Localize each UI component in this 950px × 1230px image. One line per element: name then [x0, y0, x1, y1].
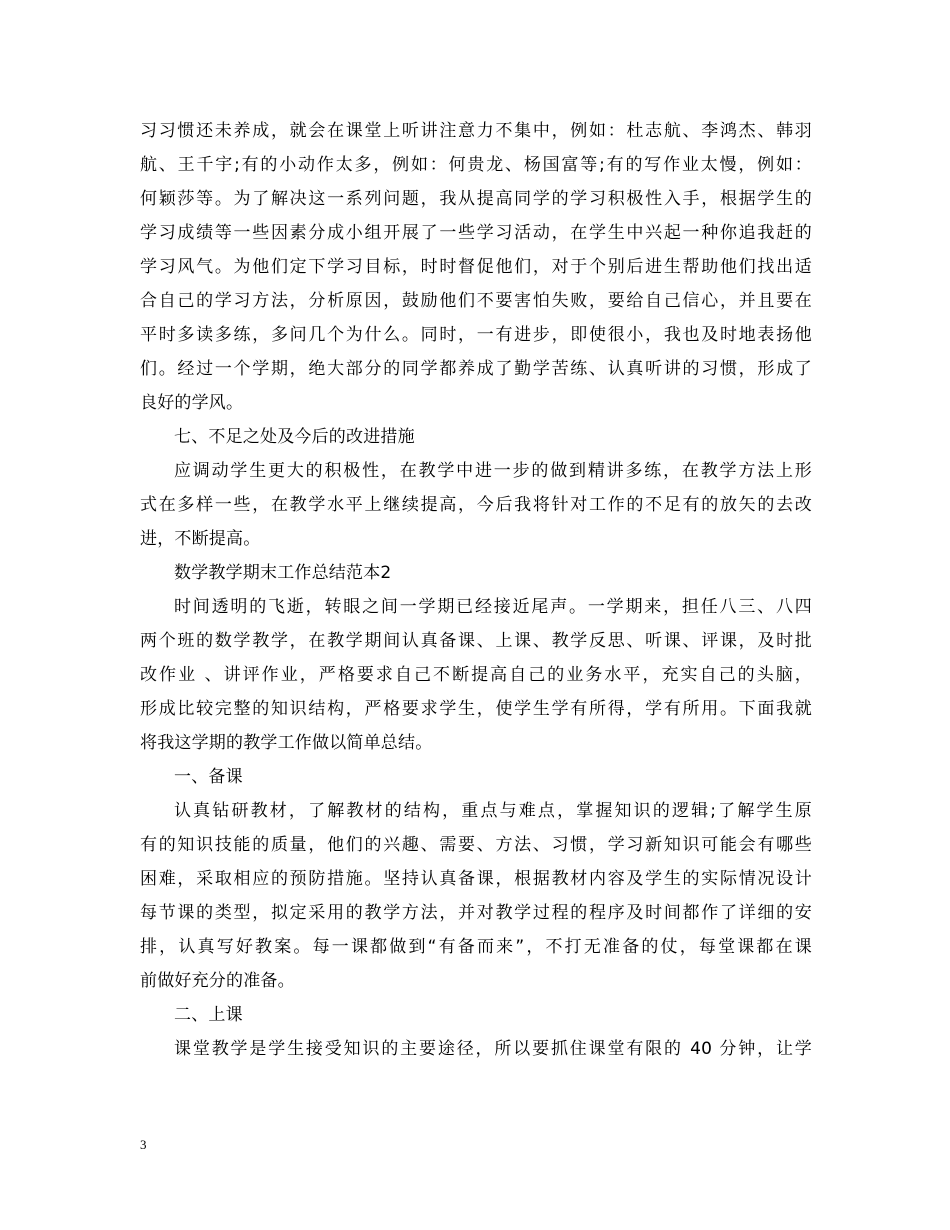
text-line: 课堂教学是学生接受知识的主要途径，所以要抓住课堂有限的 40 分钟，让学 — [174, 1039, 812, 1059]
section-heading — [140, 760, 812, 794]
text-line: 两个班的数学教学，在教学期间认真备课、上课、教学反思、听课、评课，及时批 — [140, 631, 812, 651]
text-line: 将我这学期的教学工作做以简单总结。 — [140, 733, 433, 753]
page-number: 3 — [140, 1137, 147, 1152]
text-line: 二、上课 — [174, 1005, 243, 1025]
text-line: 数学教学期末工作总结范本2 — [174, 563, 392, 583]
text-line: 合自己的学习方法，分析原因，鼓励他们不要害怕失败，要给自己信心，并且要在 — [140, 291, 812, 311]
paragraph — [140, 794, 812, 998]
paragraph — [140, 114, 812, 420]
text-line: 有的知识技能的质量，他们的兴趣、需要、方法、习惯，学习新知识可能会有哪些 — [140, 835, 812, 855]
text-line: 形成比较完整的知识结构，严格要求学生，使学生学有所得，学有所用。下面我就 — [140, 699, 812, 719]
text-line: 前做好充分的准备。 — [140, 971, 295, 991]
text-line: 排，认真写好教案。每一课都做到“有备而来”，不打无准备的仗，每堂课都在课 — [140, 937, 812, 957]
text-line: 航、王千宇;有的小动作太多，例如：何贵龙、杨国富等;有的写作业太慢，例如： — [140, 155, 812, 175]
section-heading — [140, 556, 812, 590]
text-line: 困难，采取相应的预防措施。坚持认真备课，根据教材内容及学生的实际情况设计 — [140, 869, 812, 889]
text-line: 平时多读多练，多问几个为什么。同时，一有进步，即使很小，我也及时地表扬他 — [140, 325, 812, 345]
text-line: 七、不足之处及今后的改进措施 — [174, 427, 415, 447]
text-line: 何颖莎等。为了解决这一系列问题，我从提高同学的学习积极性入手，根据学生的 — [140, 189, 812, 209]
text-line: 一、备课 — [174, 767, 243, 787]
body-text — [140, 114, 812, 1066]
text-line: 进，不断提高。 — [140, 529, 261, 549]
text-line: 良好的学风。 — [140, 393, 244, 413]
paragraph — [140, 590, 812, 760]
text-line: 学习成绩等一些因素分成小组开展了一些学习活动，在学生中兴起一种你追我赶的 — [140, 223, 812, 243]
text-line: 改作业 、讲评作业，严格要求自己不断提高自己的业务水平，充实自己的头脑， — [140, 665, 812, 685]
section-heading — [140, 420, 812, 454]
paragraph — [140, 1032, 812, 1066]
text-line: 时间透明的飞逝，转眼之间一学期已经接近尾声。一学期来，担任八三、八四 — [174, 597, 812, 617]
text-line: 式在多样一些，在教学水平上继续提高，今后我将针对工作的不足有的放矢的去改 — [140, 495, 812, 515]
section-heading — [140, 998, 812, 1032]
text-line: 习习惯还未养成，就会在课堂上听讲注意力不集中，例如：杜志航、李鸿杰、韩羽 — [140, 121, 812, 141]
text-line: 学习风气。为他们定下学习目标，时时督促他们，对于个别后进生帮助他们找出适 — [140, 257, 812, 277]
text-line: 每节课的类型，拟定采用的教学方法，并对教学过程的程序及时间都作了详细的安 — [140, 903, 812, 923]
text-line: 应调动学生更大的积极性，在教学中进一步的做到精讲多练，在教学方法上形 — [174, 461, 812, 481]
paragraph — [140, 454, 812, 556]
text-line: 认真钻研教材，了解教材的结构，重点与难点，掌握知识的逻辑;了解学生原 — [174, 801, 812, 821]
text-line: 们。经过一个学期，绝大部分的同学都养成了勤学苦练、认真听讲的习惯，形成了 — [140, 359, 812, 379]
